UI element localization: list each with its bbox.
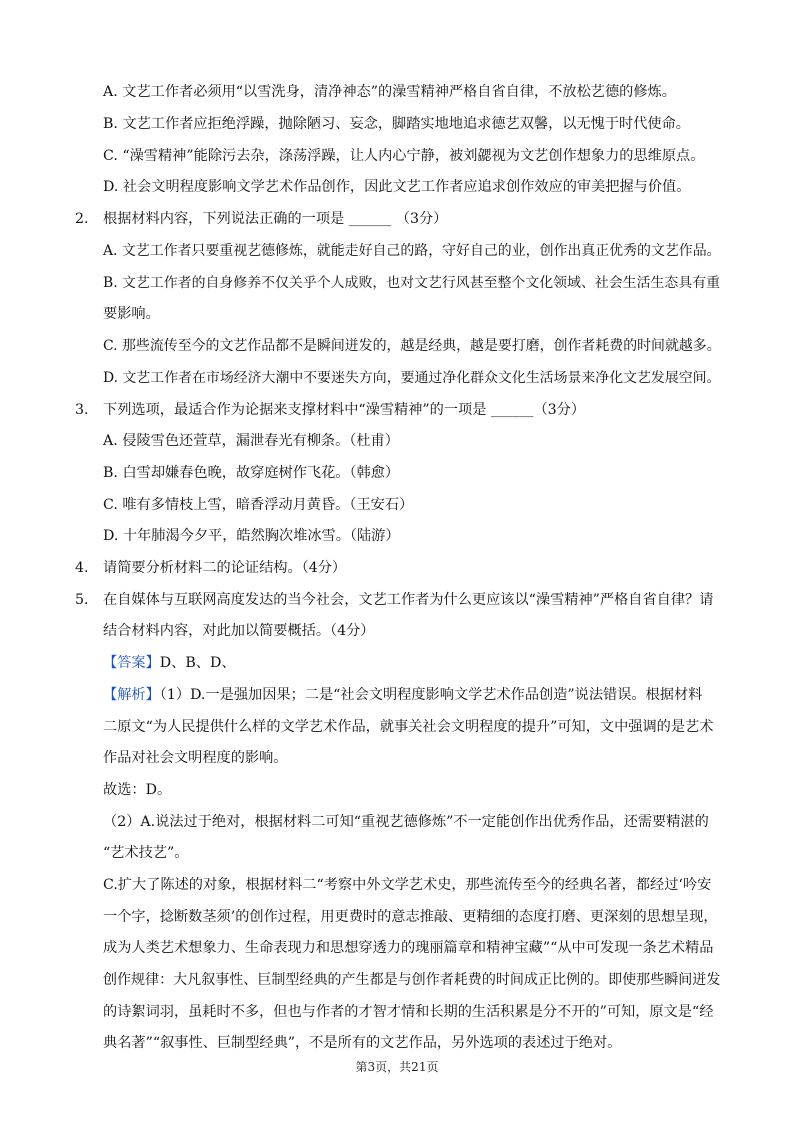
analysis-line: “艺术技艺”。 <box>103 845 189 861</box>
q2-stem: 根据材料内容，下列说法正确的一项是 ______ （3分） <box>103 211 448 227</box>
q2-number: 2. <box>75 211 89 227</box>
page-footer: 第3页，共21页 <box>355 1060 439 1074</box>
analysis-line: 创作规律：大凡叙事性、巨制型经典的产生都是与创作者耗费的时间成正比例的。即使那些瞬间迸发 <box>103 972 721 988</box>
analysis-line: 作品对社会文明程度的影响。 <box>103 750 288 766</box>
answer-line <box>103 653 236 673</box>
q3-stem: 下列选项，最适合作为论据来支撑材料中“澡雪精神”的一项是 ______（3分） <box>103 402 586 418</box>
analysis-line: 故选：D。 <box>103 782 172 798</box>
q3-option-c: C. 唯有多情枝上雪，暗香浮动月黄昏。（王安石） <box>103 497 414 513</box>
q1-option-a: A. 文艺工作者必须用“以雪洗身，清净神态”的澡雪精神严格自省自律，不放松艺德的修炼。 <box>103 84 676 100</box>
q3-number: 3. <box>75 402 89 418</box>
q5-number: 5. <box>75 592 89 608</box>
q2-option-c: C. 那些流传至今的文艺作品都不是瞬间迸发的，越是经典，越是要打磨，创作者耗费的时间就越多。 <box>103 338 721 354</box>
q2-option-a: A. 文艺工作者只要重视艺德修炼，就能走好自己的路，守好自己的业，创作出真正优秀的文艺作品。 <box>103 243 721 259</box>
answer-tag: 【答案】 <box>103 655 160 671</box>
analysis-first-line: （1）D.一是强加因果；二是“社会文明程度影响文学艺术作品创造”说法错误。根据材料 <box>159 687 703 703</box>
q3-option-d: D. 十年肺渴今夕平，皓然胸次堆冰雪。（陆游） <box>103 528 400 544</box>
analysis-line: 的诗絮词羽，虽耗时不多，但也与作者的才智才情和长期的生活积累是分不开的”可知，原文是“经 <box>103 1004 714 1020</box>
q3-option-b: B. 白雪却嫌春色晚，故穿庭树作飞花。（韩愈） <box>103 465 400 481</box>
analysis-line: 二原文“为人民提供什么样的文学艺术作品，就事关社会文明程度的提升”可知，文中强调的是艺术 <box>103 719 714 735</box>
analysis-line: 成为人类艺术想象力、生命表现力和思想穿透力的瑰丽篇章和精神宝藏”“从中可发现一条艺术精品 <box>103 940 714 956</box>
analysis-line: 一个字，捻断数茎须’的创作过程，用更费时的意志推敲、更精细的态度打磨、更深刻的思想呈现， <box>103 909 718 925</box>
q1-option-b: B. 文艺工作者应拒绝浮躁，抛除陋习、妄念，脚踏实地地追求德艺双馨，以无愧于时代使命。 <box>103 116 690 132</box>
q1-option-c: C. “澡雪精神”能除污去杂，涤荡浮躁，让人内心宁静，被刘勰视为文艺创作想象力的思维原点。 <box>103 148 705 164</box>
q4-stem: 请简要分析材料二的论证结构。（4分） <box>103 560 347 576</box>
q5-stem-line-2: 结合材料内容，对此加以简要概括。（4分） <box>103 623 375 639</box>
q4-number: 4. <box>75 560 89 576</box>
analysis-line-1 <box>103 685 702 705</box>
answer-text: D、B、D、 <box>159 655 236 671</box>
q3-option-a: A. 侵陵雪色还萱草，漏泄春光有柳条。（杜甫） <box>103 433 399 449</box>
q2-option-d: D. 文艺工作者在市场经济大潮中不要迷失方向，要通过净化群众文化生活场景来净化文艺发展空间。 <box>103 370 721 386</box>
analysis-tag: 【解析】 <box>103 687 160 703</box>
analysis-line: C.扩大了陈述的对象，根据材料二“考察中外文学艺术史，那些流传至今的经典名著，都经过‘吟安 <box>103 877 712 893</box>
q2-option-b: B. 文艺工作者的自身修养不仅关乎个人成败，也对文艺行风甚至整个文化领域、社会生活生态具有重 <box>103 275 721 291</box>
analysis-line: （2）A.说法过于绝对，根据材料二可知“重视艺德修炼”不一定能创作出优秀作品，还需要精湛的 <box>103 814 709 830</box>
q5-stem-line-1: 在自媒体与互联网高度发达的当今社会，文艺工作者为什么更应该以“澡雪精神”严格自省自律？请 <box>103 592 714 608</box>
q2-option-b-cont: 要影响。 <box>103 306 160 322</box>
analysis-line: 典名著”“叙事性、巨制型经典”，不是所有的文艺作品，另外选项的表述过于绝对。 <box>103 1035 622 1051</box>
q1-option-d: D. 社会文明程度影响文学艺术作品创作，因此文艺工作者应追求创作效应的审美把握与价值。 <box>103 179 691 195</box>
